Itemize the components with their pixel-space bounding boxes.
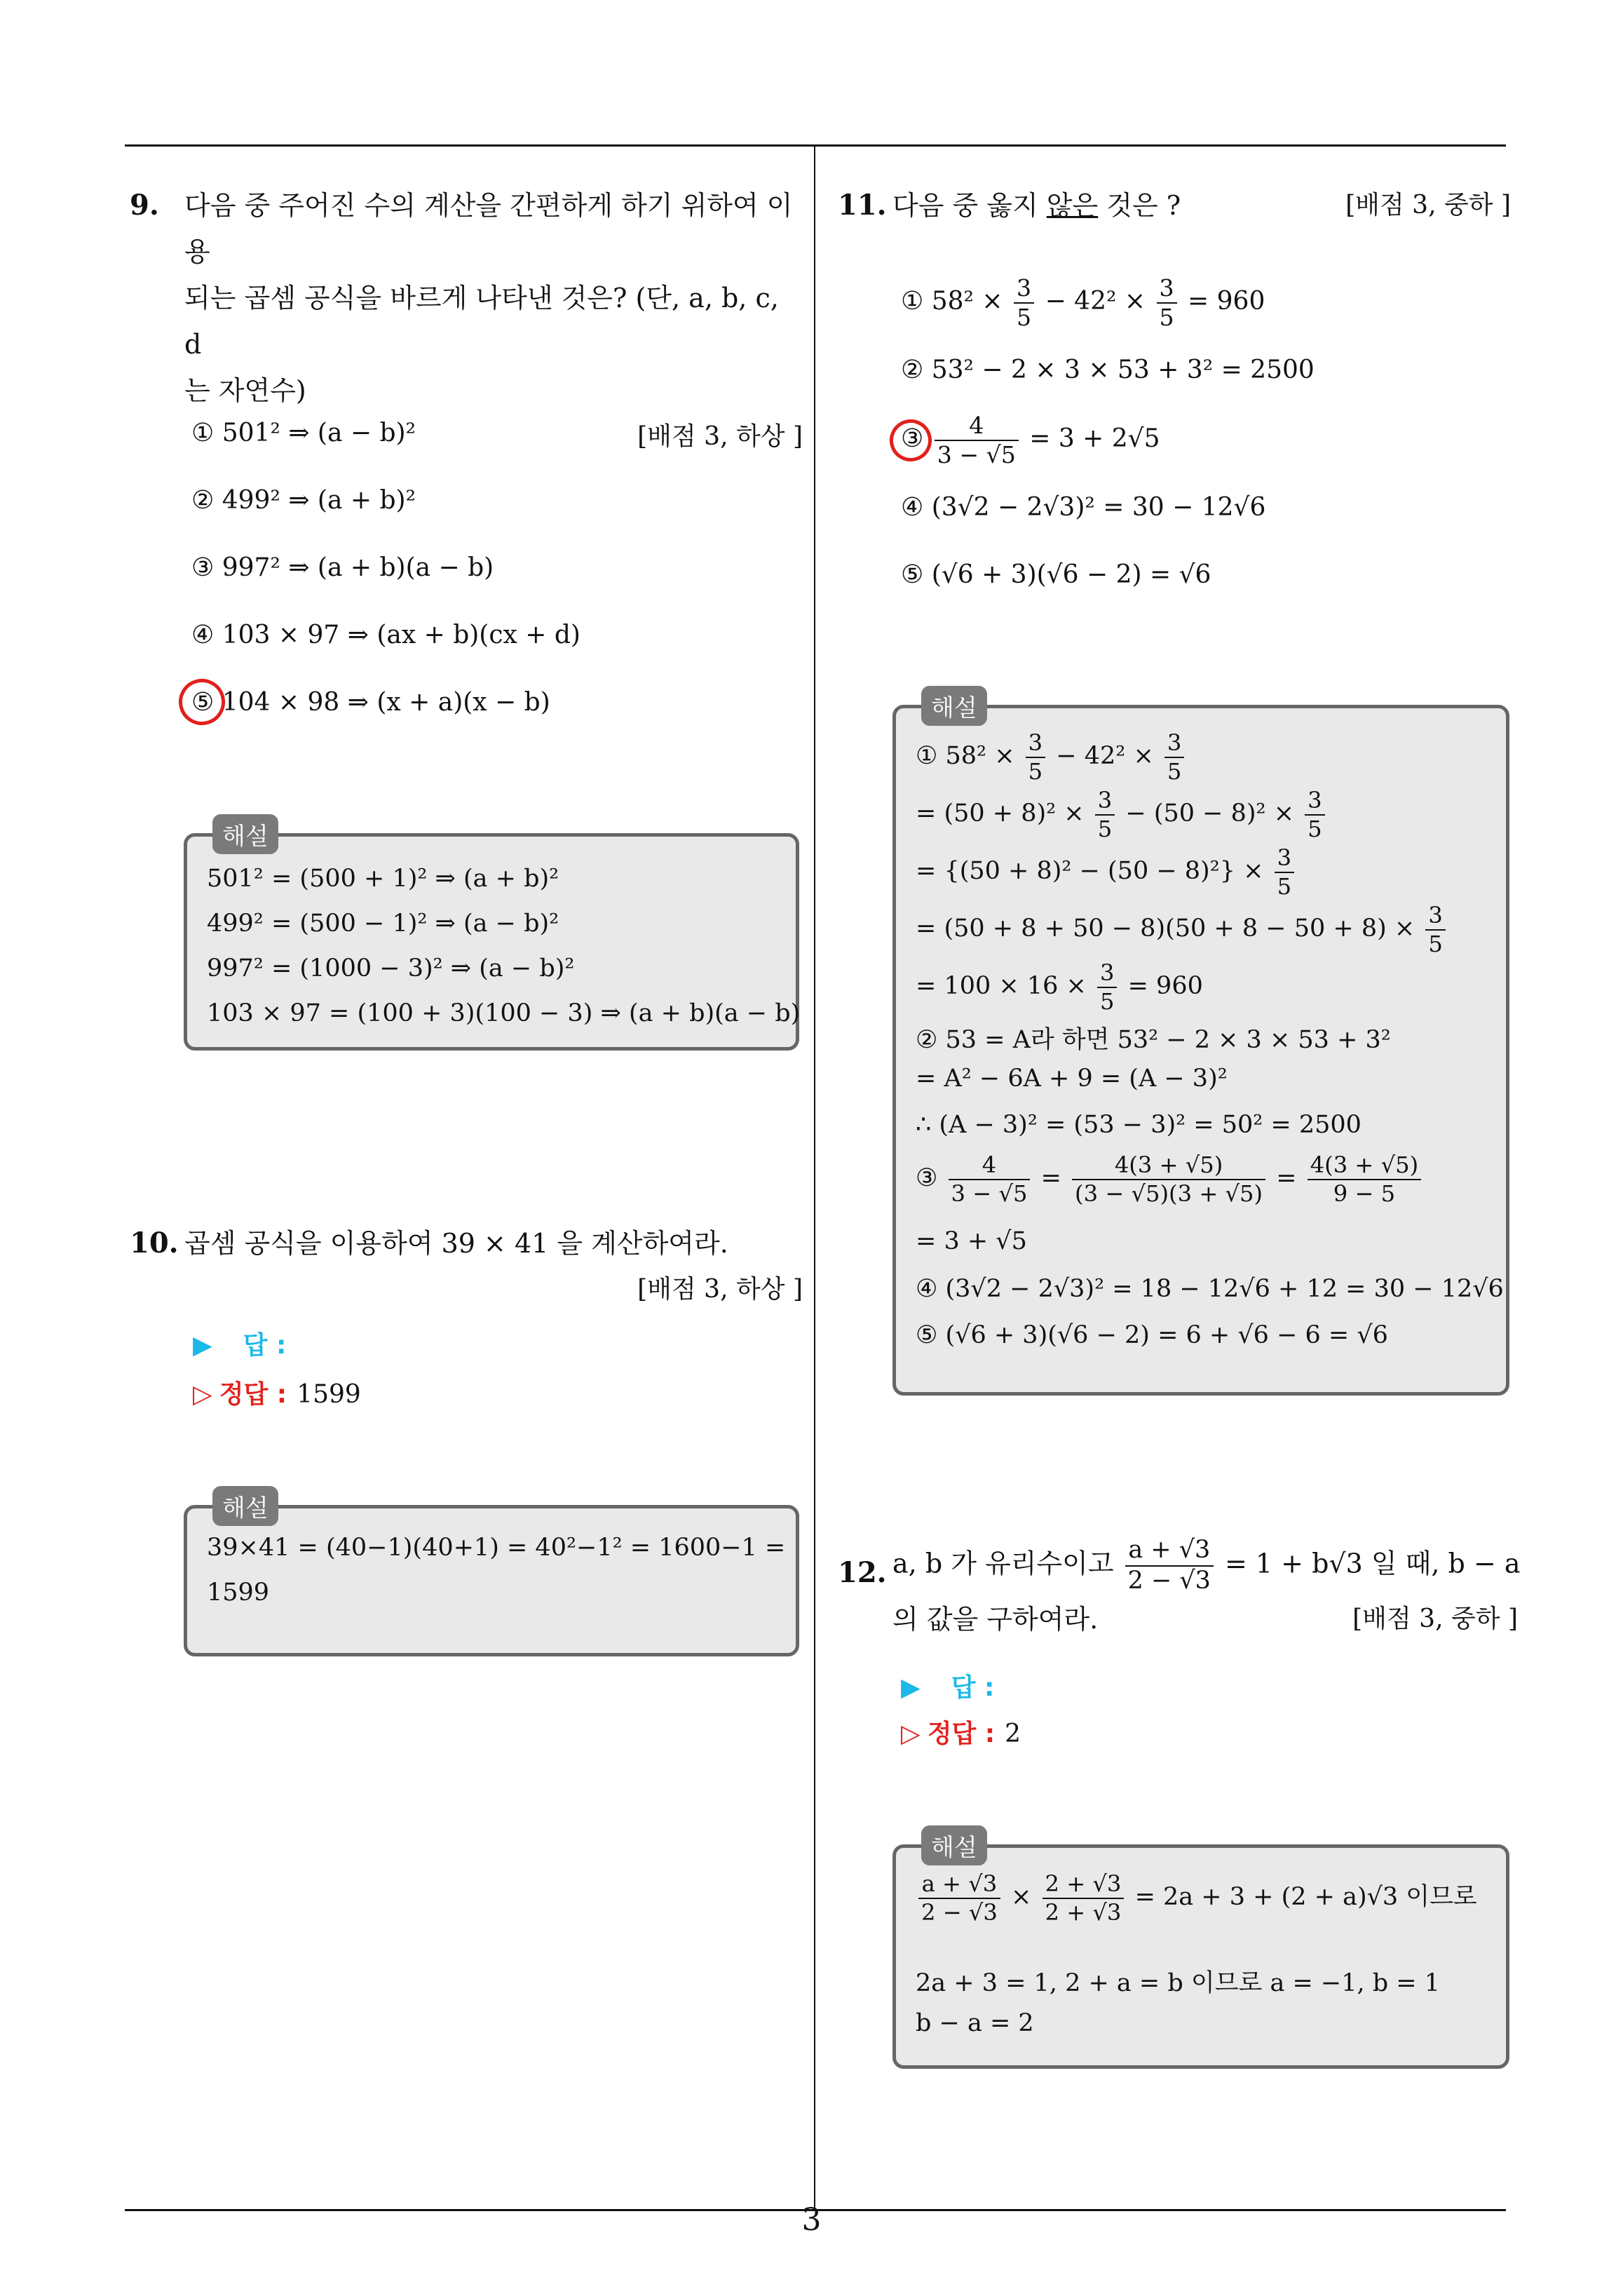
option-5[interactable]: ⑤ (√6 + 3)(√6 − 2) = √6 — [901, 560, 1211, 589]
option-4[interactable]: ④ 103 × 97 ⇒ (ax + b)(cx + d) — [191, 621, 580, 649]
option-1[interactable]: ① 58² × $\frac{3}{5}$ − 42² × $\frac{3}{5}$ = 960 — [901, 274, 1265, 331]
score-meta: [배점 3, 하상 ] — [637, 1275, 803, 1304]
question-11 — [838, 182, 1511, 229]
question-text: 다음 중 옳지 않은 것은 ? — [892, 190, 1181, 221]
option-2[interactable]: ② 53² − 2 × 3 × 53 + 3² = 2500 — [901, 356, 1315, 384]
option-1[interactable]: ① 501² ⇒ (a − b)² — [191, 419, 416, 447]
question-text: a, b 가 유리수이고 $\frac{a + √3}{2 - √3}$ = 1 + b√3 일 때, b − a — [892, 1536, 1521, 1595]
answer-line[interactable]: ▶ 답 : — [901, 1673, 995, 1702]
question-text: 곱셈 공식을 이용하여 39 × 41 을 계산하여라. — [184, 1228, 728, 1259]
explanation-tag: 해설 — [212, 814, 278, 854]
score-meta: [배점 3, 중하 ] — [1345, 191, 1511, 220]
top-rule — [125, 144, 1506, 147]
page-number: 3 — [801, 2202, 822, 2238]
selected-answer-circle — [172, 673, 231, 731]
question-11-options — [901, 266, 1315, 609]
option-3[interactable]: ③ 997² ⇒ (a + b)(a − b) — [191, 553, 494, 582]
option-4[interactable]: ④ (3√2 − 2√3)² = 30 − 12√6 — [901, 493, 1266, 522]
answer-line[interactable]: ▶ 답 : — [193, 1331, 287, 1360]
question-number: 10. — [130, 1227, 179, 1260]
explanation-tag: 해설 — [212, 1486, 278, 1526]
answer-triangle-icon: ▶ — [193, 1331, 212, 1360]
correct-answer-line: ▷ 정답 : 1599 — [193, 1380, 361, 1409]
score-meta: [배점 3, 중하 ] — [1352, 1604, 1518, 1633]
selected-answer-circle — [884, 414, 937, 467]
explanation-tag: 해설 — [921, 686, 987, 726]
explanation-box-11: 해설 ① 58² × $\frac{3}{5}$ − 42² × $\frac{3}{5}$ = (50 + 8)² × $\frac{3}{5}$ − (50 − 8)² × $\frac{3}{5}$ = {(50 + 8)² − (50 − 8)²} × $\frac{3}{5}$ = (50 + 8 + 50 − 8)(50 + 8 − 50 + 8) × $\frac{3}{5}$ = 100 × 16 × $\frac{3}{5}$ = 960 ② 53 = A라 하면 53² − 2 × 3 × 53 + 3² = A² − 6A + 9 = (A − 3)² ∴ (A − 3)² = (53 − 3)² = 50² = 2500 ③ $\frac{4}{3 - √5}$ = $\frac{4(3 + √5)}{(3 - √5)(3 + √5)}$ = $\frac{4(3 + √5)}{9 - 5}$ = 3 + √5 ④ (3√2 − 2√3)² = 18 − 12√6 + 12 = 30 − 12√6 ⑤ (√6 + 3)(√6 − 2) = 6 + √6 − 6 = √6 — [892, 705, 1509, 1396]
score-meta: [배점 3, 하상 ] — [637, 422, 803, 451]
option-3[interactable]: ③ $\frac{4}{3 - √5}$ = 3 + 2√5 — [901, 404, 1315, 474]
question-number: 11. — [838, 189, 887, 222]
question-number: 9. — [130, 189, 159, 222]
question-9-options — [191, 400, 580, 736]
option-2[interactable]: ② 499² ⇒ (a + b)² — [191, 486, 416, 515]
answer-triangle-icon: ▶ — [901, 1673, 921, 1702]
option-5[interactable]: ⑤ 104 × 98 ⇒ (x + a)(x − b) — [191, 669, 580, 736]
question-12: 12. a, b 가 유리수이고 $\frac{a + √3}{2 - √3}$ = 1 + b√3 일 때, b − a 의 값을 구하여라. [배점 3, 중하 ] — [838, 1536, 1511, 1642]
question-number: 12. — [838, 1556, 887, 1589]
correct-triangle-icon: ▷ — [193, 1380, 212, 1409]
question-text: 다음 중 주어진 수의 계산을 간편하게 하기 위하여 이용 되는 곱셈 공식을 바르게 나타낸 것은? (단, a, b, c, d 는 자연수) — [184, 190, 793, 406]
correct-answer-line: ▷ 정답 : 2 — [901, 1720, 1021, 1748]
explanation-tag: 해설 — [921, 1825, 987, 1865]
column-divider — [814, 144, 815, 2210]
correct-triangle-icon: ▷ — [901, 1720, 921, 1748]
question-10 — [130, 1220, 803, 1313]
explanation-box-10: 해설 39×41 = (40−1)(40+1) = 40²−1² = 1600−1 = 1599 — [184, 1505, 799, 1656]
explanation-box-9: 해설 501² = (500 + 1)² ⇒ (a + b)² 499² = (500 − 1)² ⇒ (a − b)² 997² = (1000 − 3)² ⇒ (a − b)² 103 × 97 = (100 + 3)(100 − 3) ⇒ (a + b)(a − b) — [184, 833, 799, 1051]
explanation-box-12: 해설 $\frac{a + √3}{2 - √3}$ × $\frac{2 + √3}{2 + √3}$ = 2a + 3 + (2 + a)√3 이므로 2a + 3 = 1, 2 + a = b 이므로 a = −1, b = 1 b − a = 2 — [892, 1844, 1509, 2069]
